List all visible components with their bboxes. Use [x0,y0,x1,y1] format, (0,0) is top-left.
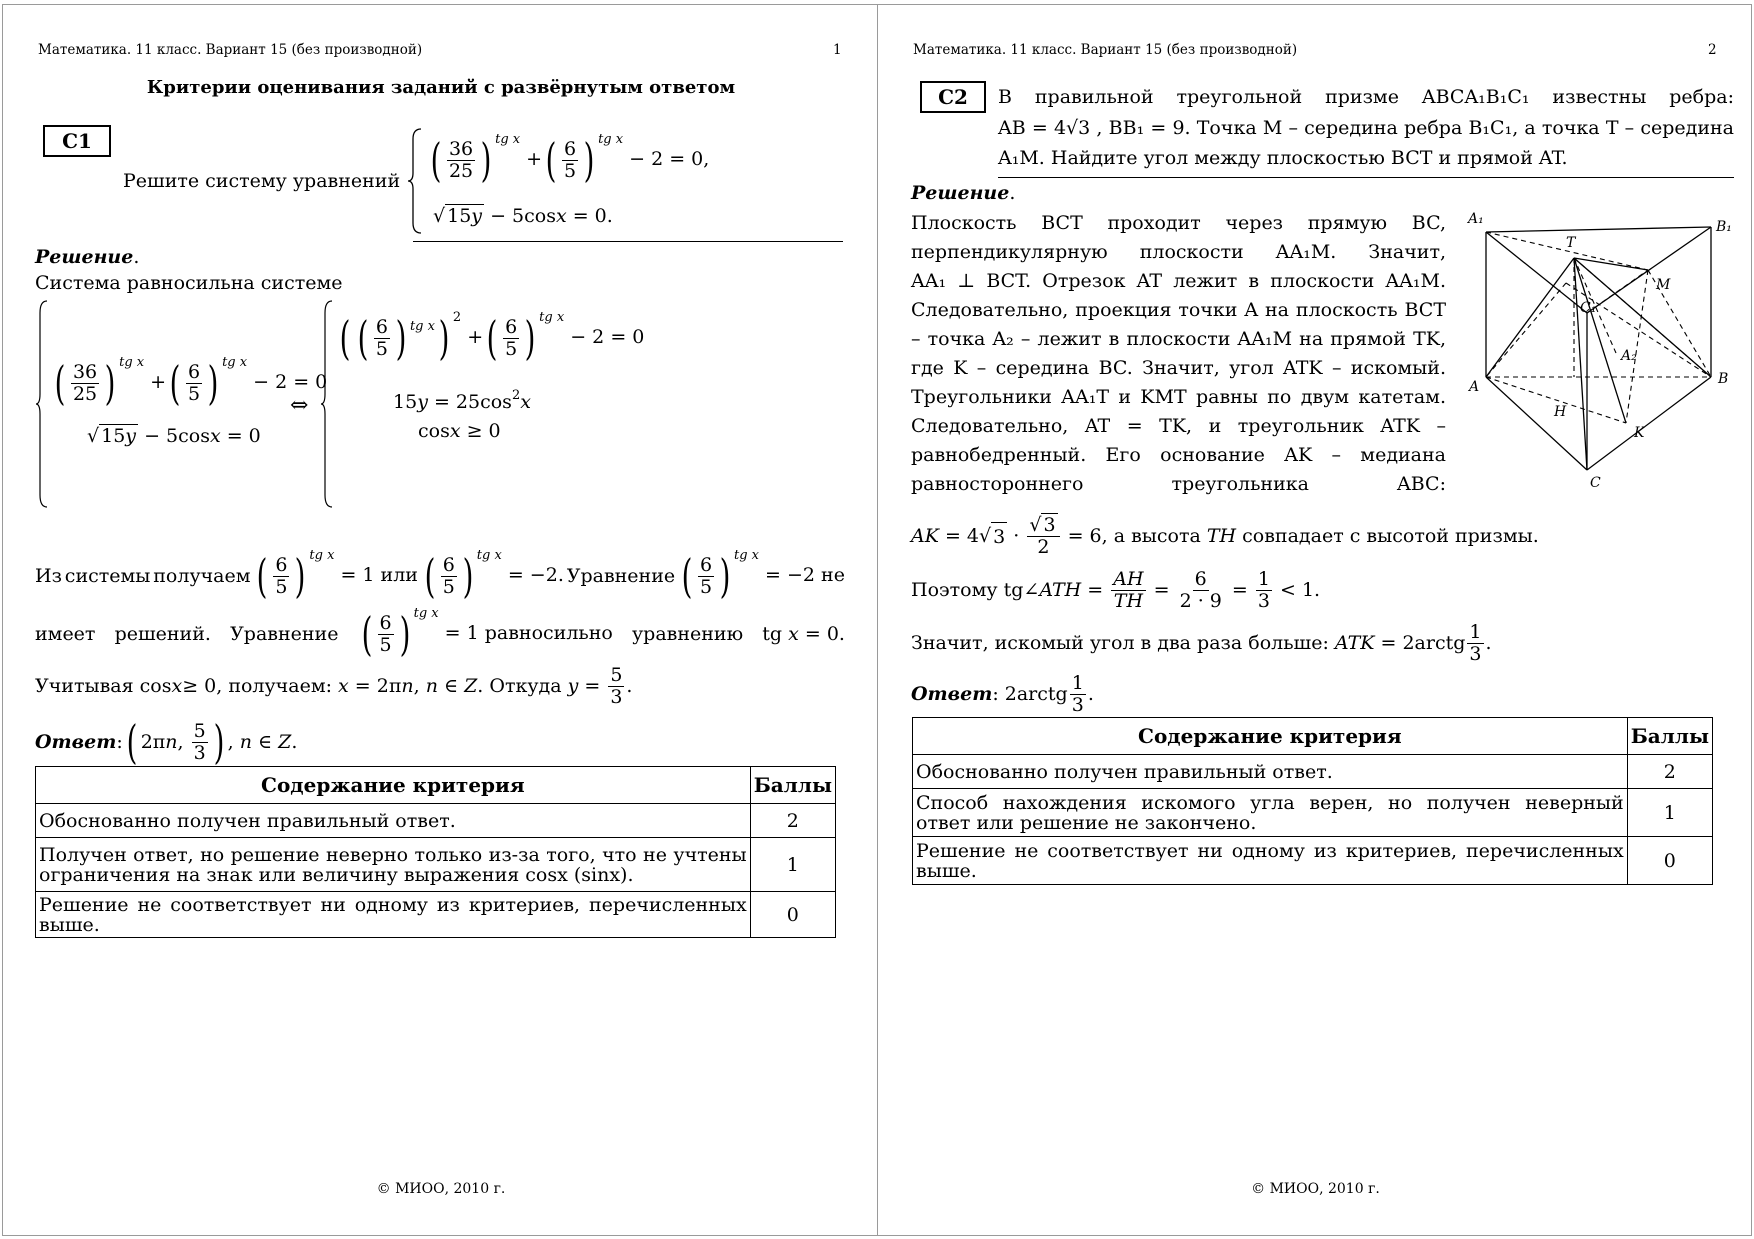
table-row [913,837,1713,885]
solution-line: AA₁ ⊥ BCT. Отрезок AT лежит в плоскости AA₁M. [911,270,1446,292]
solution-intro: Система равносильна системе [35,272,343,294]
label-h: H [1554,404,1567,420]
criteria-text: Решение не соответствует ни одному из критериев, перечисленных выше. [36,892,751,938]
answer-label: Ответ [35,730,117,753]
label-c1: C₁ [1580,300,1597,316]
solution-line: перпендикулярную плоскости AA₁M. Значит, [911,241,1446,263]
equivalence-symbol: ⇔ [290,393,309,418]
solution-line-1: Из системы получаем ( $\frac{6}{5}$ ) $^{tg x}$ = 1 или ( $\frac{6}{5}$ ) $^{tg x}$ = −2. Уравнение ( $\frac{6}{5}$ ) $^{tg x}$ = −2 не [35,548,845,603]
page-title: Критерии оценивания заданий с развёрнутым ответом [146,77,736,98]
tg-line: Поэтому tg∠ ATH = $\frac{AH}{TH}$ = $\frac{6}{2 \cdot 9}$ = $\frac{1}{3}$ < 1. [911,568,1321,612]
equivalent-right-eq3: cosx ≥ 0 [418,420,501,442]
page-2 [877,4,1752,1236]
label-b: B [1718,371,1729,387]
page-footer: © МИОО, 2010 г. [1251,1181,1380,1197]
solution-line: – точка A₂ – лежит в плоскости AA₁M на прямой TK, [911,328,1446,350]
prism-figure [1466,205,1742,491]
task-label-c2: С2 [920,81,986,113]
label-m: M [1656,277,1671,293]
solution-line: Плоскость BCT проходит через прямую BC, [911,212,1446,234]
task-underline [413,241,843,242]
equivalent-left-eq1: ( $\frac{36}{25}$ ) $^{tg x}$ + ( $\frac{6}{5}$ ) $^{tg x}$ − 2 = 0 [54,355,328,410]
answer-line: Ответ : ( 2π n , $\frac{5}{3}$ ) , n ∈ Z . [35,715,298,769]
task-text-line-1: В правильной треугольной призме ABCA₁B₁C₁ известны ребра: [998,86,1734,108]
page-footer: © МИОО, 2010 г. [376,1181,506,1197]
solution-line: Треугольники AA₁T и KMT равны по двум катетам. [911,386,1446,408]
equivalent-right-eq1: ( ( $\frac{6}{5}$ ) tg x ) $^2$ + ( $\frac{6}{5}$ ) $^{tg x}$ − 2 = 0 [339,310,645,365]
solution-heading: Решение. [35,246,140,268]
table-header-row [913,718,1713,755]
criteria-table [912,717,1713,885]
table-header-criteria: Содержание критерия [913,718,1628,755]
solution-line: где K – середина BC. Значит, угол ATK – искомый. [911,357,1446,379]
label-a2: A₂ [1621,348,1637,364]
task-prompt: Решите систему уравнений [123,170,401,192]
task-equation-1: ( $\frac{36}{25}$ ) $^{tg x}$ + ( $\frac{6}{5}$ ) $^{tg x}$ − 2 = 0, [430,132,710,187]
table-row [36,804,836,838]
page-1 [2,4,878,1236]
task-text-line-3: A₁M. Найдите угол между плоскостью BCT и прямой AT. [998,147,1568,169]
solution-line-2: имеет решений. Уравнение ( $\frac{6}{5}$ ) $^{tg x}$ = 1 равносильно уравнению tg x = 0. [35,606,845,661]
criteria-points: 2 [750,804,835,838]
label-b1: B₁ [1716,219,1732,235]
label-c: C [1590,475,1601,491]
ak-line: AK = 4√ 3 · $\frac{√ 3}{2}$ = 6, а высота TH совпадает с высотой призмы. [911,514,1539,558]
criteria-table [35,766,836,938]
task-label-c1: С1 [43,125,111,157]
solution-line: равностороннего треугольника ABC: [911,473,1446,495]
criteria-text: Обоснованно получен правильный ответ. [36,804,751,838]
criteria-text: Способ нахождения искомого угла верен, но получен неверный ответ или решение не закончено. [913,789,1628,837]
table-row [913,789,1713,837]
table-header-criteria: Содержание критерия [36,767,751,804]
criteria-text: Решение не соответствует ни одному из критериев, перечисленных выше. [913,837,1628,885]
solution-label: Решение [35,246,134,268]
criteria-text: Получен ответ, но решение неверно только из-за того, что не учтены ограничения на знак или величину выражения cosx (sinx). [36,838,751,892]
criteria-points: 1 [750,838,835,892]
table-row [36,892,836,938]
page-number: 1 [833,42,842,58]
label-a1: A₁ [1468,211,1484,227]
page-number: 2 [1708,42,1717,58]
table-row [913,755,1713,789]
answer-label: Ответ [911,683,993,705]
answer-line: Ответ : 2arctg $\frac{1}{3}$ . [911,672,1094,716]
table-row [36,838,836,892]
label-k: K [1634,425,1645,441]
right-brace-icon [320,299,334,509]
table-header-points: Баллы [1627,718,1712,755]
criteria-text: Обоснованно получен правильный ответ. [913,755,1628,789]
criteria-points: 0 [1627,837,1712,885]
system-brace-icon [407,127,423,235]
solution-text-block [911,209,1446,499]
left-brace-icon [35,299,49,509]
table-header-points: Баллы [750,767,835,804]
solution-heading: Решение. [911,182,1016,204]
criteria-points: 1 [1627,789,1712,837]
table-header-row [36,767,836,804]
page-header: Математика. 11 класс. Вариант 15 (без производной) [38,42,423,58]
task-text-line-2: AB = 4√3 , BB₁ = 9. Точка M – середина ребра B₁C₁, а точка T – середина [998,117,1734,139]
task-equation-2: √ 15y − 5cosx = 0. [433,205,613,227]
task-underline [998,177,1734,178]
solution-line-3: Учитывая cos x ≥ 0, получаем: x = 2π n , n ∈ Z . Откуда y = $\frac{5}{3}$ . [35,664,633,708]
label-a: A [1469,379,1480,395]
criteria-points: 0 [750,892,835,938]
criteria-points: 2 [1627,755,1712,789]
solution-line: Следовательно, AT = TK, и треугольник ATK – [911,415,1446,437]
label-t: T [1566,235,1576,251]
equivalent-left-eq2: √ 15y − 5cosx = 0 [87,425,261,447]
equivalent-right-eq2: $15y = 25\cos^2x$ [393,388,531,413]
angle-line: Значит, искомый угол в два раза больше: ATK = 2arctg $\frac{1}{3}$ . [911,621,1492,665]
page-header: Математика. 11 класс. Вариант 15 (без производной) [913,42,1298,58]
solution-line: равнобедренный. Его основание AK – медиана [911,444,1446,466]
solution-line: Следовательно, проекция точки A на плоскость BCT [911,299,1446,321]
solution-label: Решение [911,182,1010,204]
